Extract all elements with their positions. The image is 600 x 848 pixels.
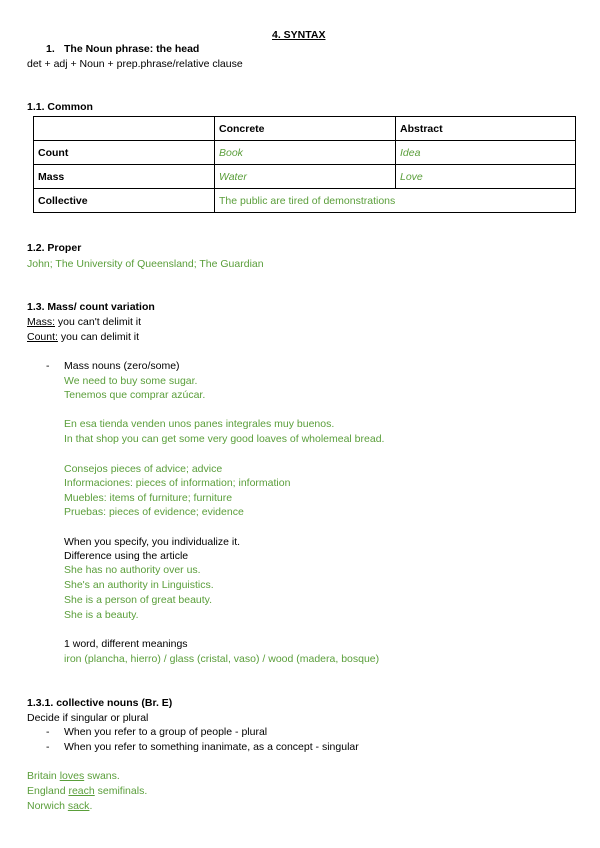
example-line: She's an authority in Linguistics. bbox=[64, 579, 214, 591]
specify-line: When you specify, you individualize it. bbox=[64, 536, 241, 548]
example-rest: swans. bbox=[84, 770, 120, 782]
example-line: We need to buy some sugar. bbox=[64, 375, 198, 387]
bullet-dash: - bbox=[46, 726, 50, 738]
mass-nouns-label: Mass nouns (zero/some) bbox=[64, 360, 180, 372]
table-cell: The public are tired of demonstrations bbox=[215, 189, 576, 213]
count-label: Count: bbox=[27, 331, 58, 343]
example-rest: semifinals. bbox=[94, 785, 148, 797]
example-line: Informaciones: pieces of information; information bbox=[64, 477, 291, 489]
collective-example bbox=[27, 769, 120, 783]
example-line: Tenemos que comprar azúcar. bbox=[64, 389, 206, 401]
example-subject: Norwich bbox=[27, 800, 68, 812]
table-cell: Book bbox=[215, 141, 396, 165]
table-cell: Love bbox=[396, 165, 576, 189]
collective-bullet: When you refer to a group of people - plural bbox=[64, 726, 268, 738]
section-number: 1. bbox=[46, 43, 55, 55]
row-label: Collective bbox=[34, 189, 215, 213]
example-verb: loves bbox=[59, 770, 85, 782]
example-line: En esa tienda venden unos panes integrales muy buenos. bbox=[64, 418, 335, 430]
collective-example bbox=[27, 784, 147, 798]
example-subject: Britain bbox=[27, 770, 60, 782]
table-header-row bbox=[34, 117, 576, 141]
row-label: Count bbox=[34, 141, 215, 165]
collective-heading: 1.3.1. collective nouns (Br. E) bbox=[27, 697, 173, 709]
one-word-label: 1 word, different meanings bbox=[64, 638, 188, 650]
mass-definition bbox=[27, 315, 141, 329]
table-row bbox=[34, 189, 576, 213]
example-verb: reach bbox=[68, 785, 95, 797]
example-verb: sack bbox=[67, 800, 90, 812]
table-cell: Idea bbox=[396, 141, 576, 165]
example-rest: . bbox=[89, 800, 93, 812]
example-line: She is a beauty. bbox=[64, 609, 139, 621]
table-header-cell: Abstract bbox=[396, 117, 576, 141]
common-heading: 1.1. Common bbox=[27, 101, 93, 113]
mass-count-heading: 1.3. Mass/ count variation bbox=[27, 301, 155, 313]
proper-examples: John; The University of Queensland; The Guardian bbox=[27, 258, 264, 270]
mass-def-text: you can't delimit it bbox=[55, 316, 142, 328]
section-heading: The Noun phrase: the head bbox=[64, 43, 200, 55]
example-line: In that shop you can get some very good loaves of wholemeal bread. bbox=[64, 433, 385, 445]
mass-label: Mass: bbox=[27, 316, 56, 328]
example-line: iron (plancha, hierro) / glass (cristal, vaso) / wood (madera, bosque) bbox=[64, 653, 380, 665]
example-line: She has no authority over us. bbox=[64, 564, 201, 576]
example-line: She is a person of great beauty. bbox=[64, 594, 213, 606]
collective-bullet: When you refer to something inanimate, as a concept - singular bbox=[64, 741, 359, 753]
count-def-text: you can delimit it bbox=[57, 331, 140, 343]
table-header-cell bbox=[34, 117, 215, 141]
noun-phrase-formula: det + adj + Noun + prep.phrase/relative clause bbox=[27, 58, 243, 70]
proper-heading: 1.2. Proper bbox=[27, 242, 82, 254]
bullet-dash: - bbox=[46, 741, 50, 753]
example-line: Pruebas: pieces of evidence; evidence bbox=[64, 506, 244, 518]
specify-line: Difference using the article bbox=[64, 550, 189, 562]
table-row bbox=[34, 141, 576, 165]
table-header-cell: Concrete bbox=[215, 117, 396, 141]
bullet-dash: - bbox=[46, 360, 50, 372]
row-label: Mass bbox=[34, 165, 215, 189]
example-subject: England bbox=[27, 785, 69, 797]
example-line: Muebles: items of furniture; furniture bbox=[64, 492, 233, 504]
table-cell: Water bbox=[215, 165, 396, 189]
page-title: 4. SYNTAX bbox=[272, 29, 326, 41]
collective-intro: Decide if singular or plural bbox=[27, 712, 149, 724]
example-line: Consejos pieces of advice; advice bbox=[64, 463, 223, 475]
noun-type-table bbox=[33, 116, 576, 213]
collective-example bbox=[27, 799, 92, 813]
count-definition bbox=[27, 330, 139, 344]
table-row bbox=[34, 165, 576, 189]
